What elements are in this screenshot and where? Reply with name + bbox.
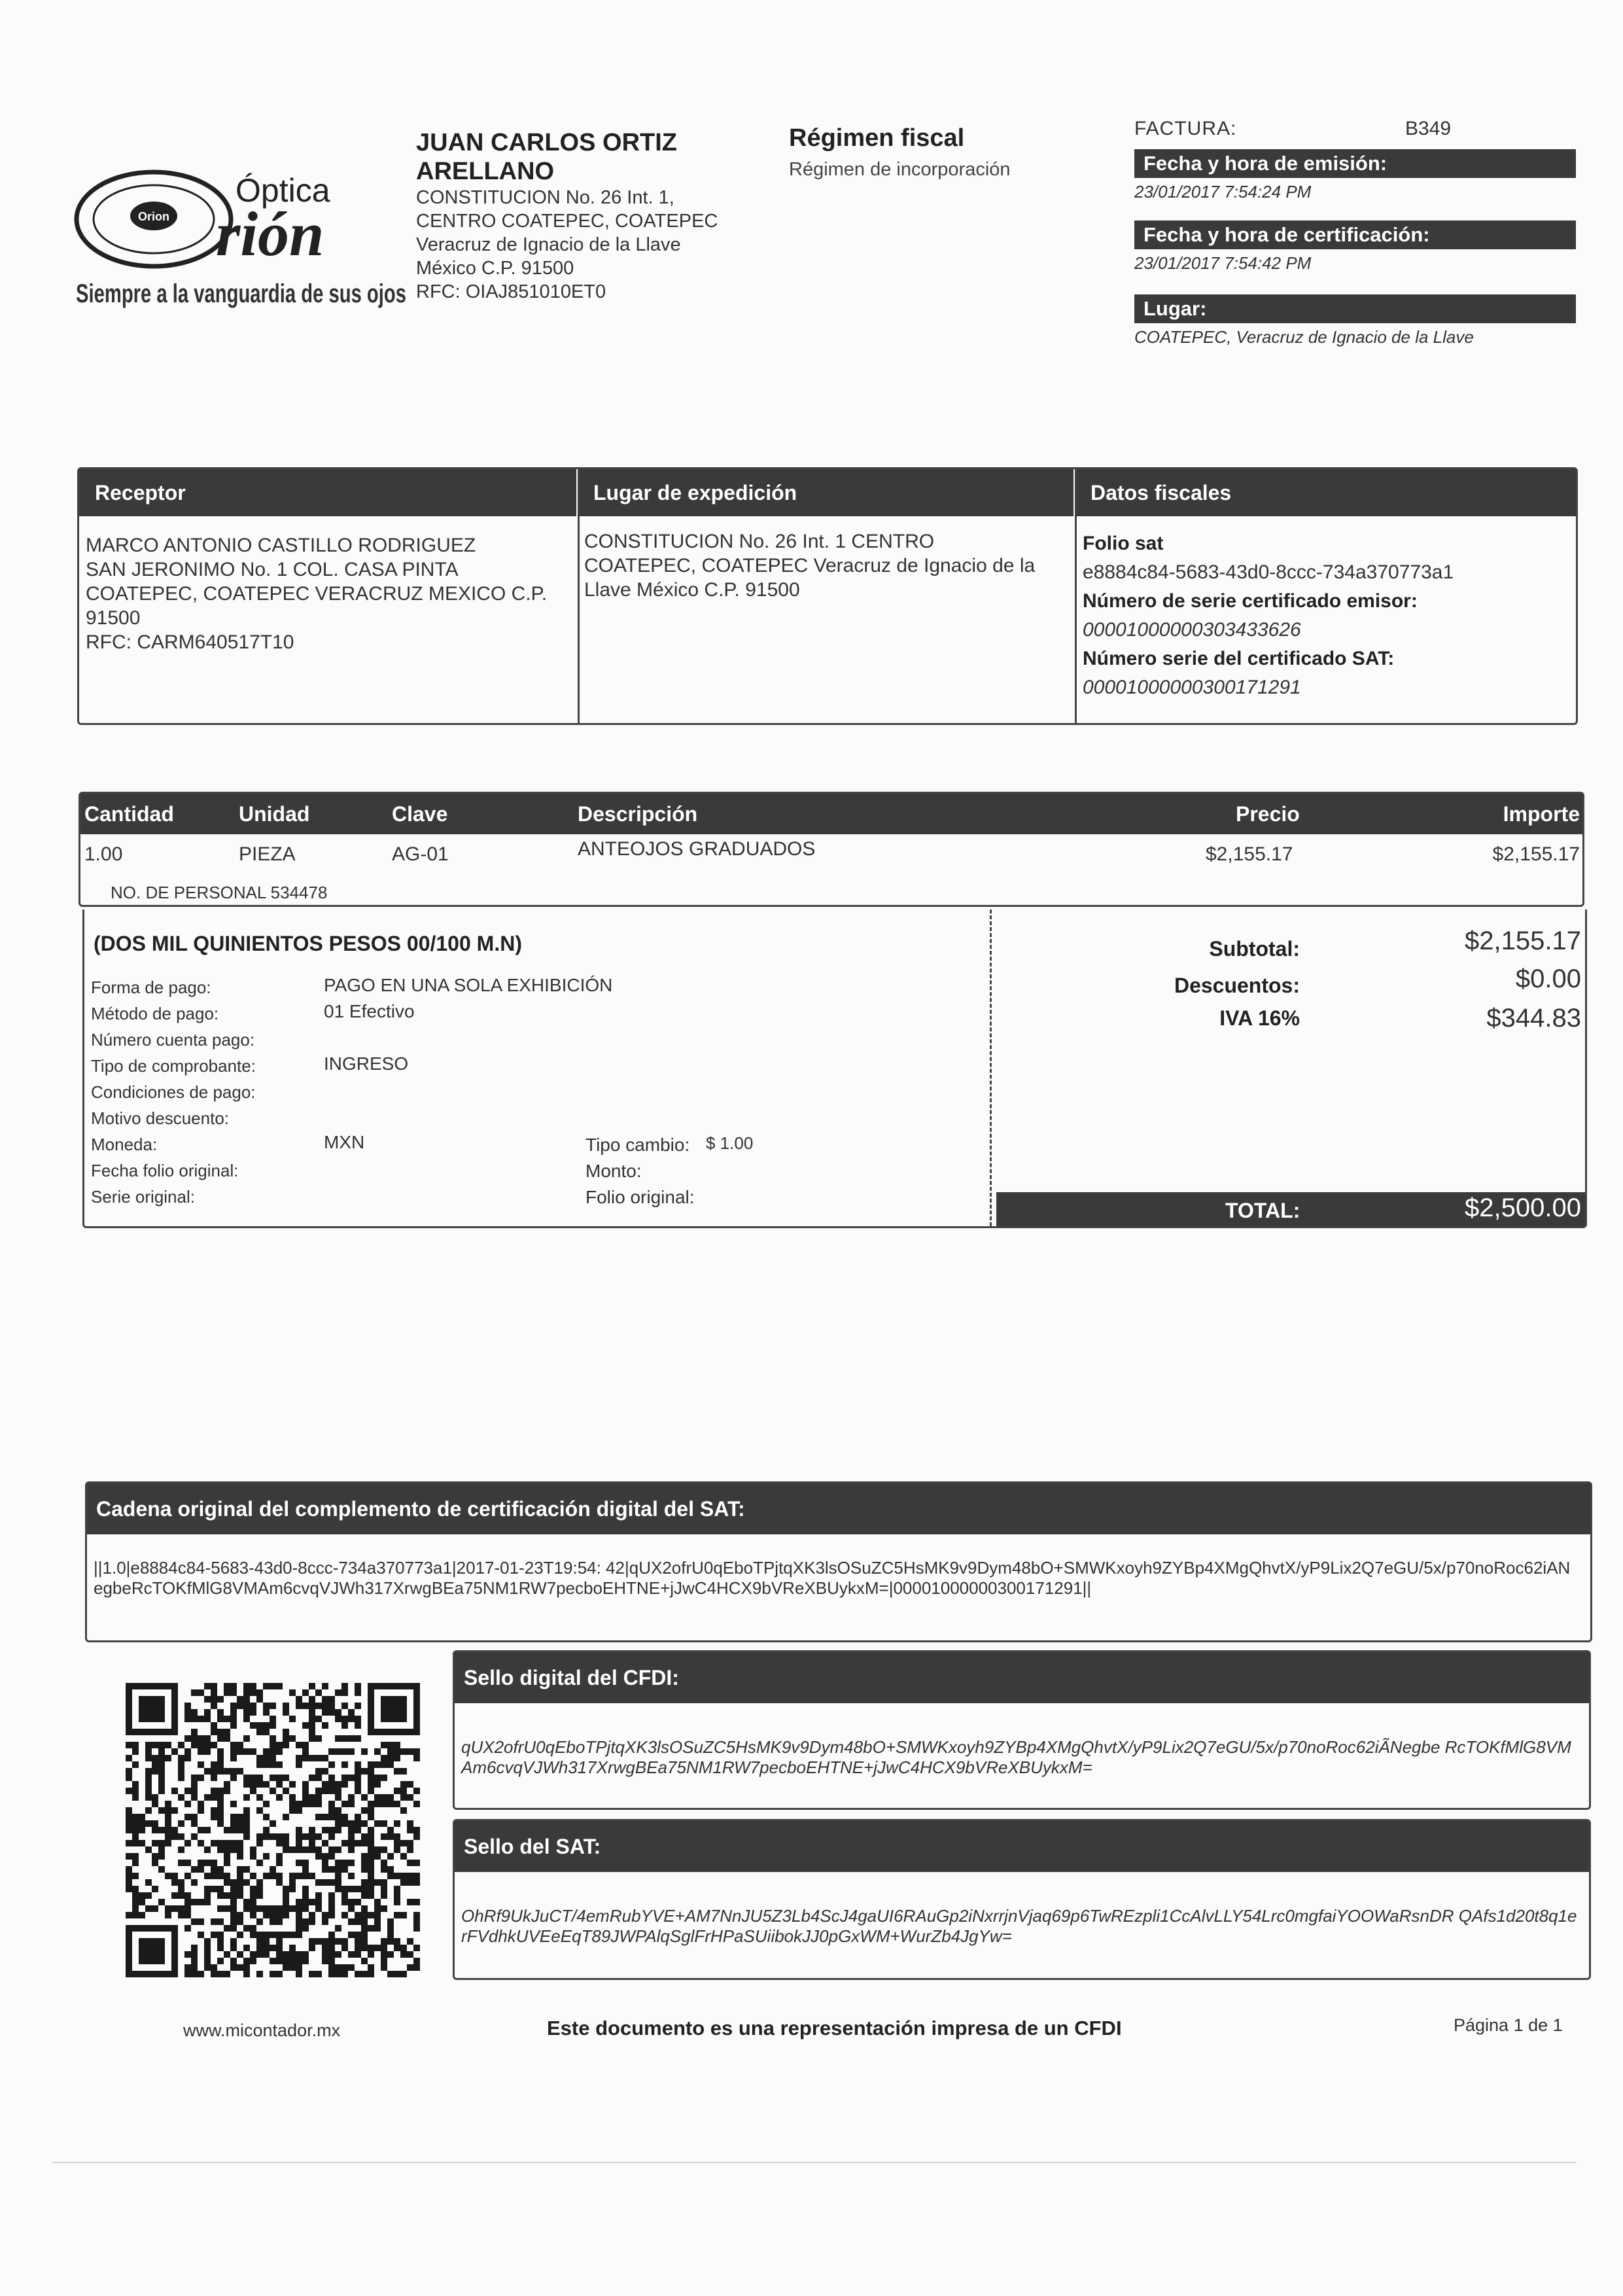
cert-sat-value: 00001000000300171291 (1083, 677, 1301, 698)
page-number: Página 1 de 1 (1454, 2015, 1563, 2035)
cuenta-pago-label: Número cuenta pago: (91, 1030, 255, 1050)
row-unidad: PIEZA (239, 843, 296, 865)
cadena-original-box (85, 1481, 1592, 1642)
forma-pago-value: PAGO EN UNA SOLA EXHIBICIÓN (324, 975, 613, 995)
issuer-name-2: ARELLANO (416, 158, 555, 185)
cert-emisor-label: Número de serie certificado emisor: (1083, 590, 1418, 612)
motivo-descuento-label: Motivo descuento: (91, 1108, 230, 1128)
receptor-address-2: COATEPEC, COATEPEC VERACRUZ MEXICO C.P. (86, 583, 548, 605)
tipo-cambio-value: $ 1.00 (706, 1133, 754, 1153)
logo-brand-small: Óptica (236, 172, 330, 209)
regimen-value: Régimen de incorporación (789, 159, 1011, 180)
factura-label: FACTURA: (1134, 118, 1237, 139)
cert-emisor-value: 00001000000303433626 (1083, 619, 1301, 641)
emision-value: 23/01/2017 7:54:24 PM (1134, 182, 1312, 202)
tipo-comprobante-label: Tipo de comprobante: (91, 1056, 256, 1076)
items-header-row (80, 794, 1582, 834)
col-descripcion: Descripción (578, 802, 698, 826)
descuentos-value: $0.00 (1515, 964, 1581, 993)
row-cantidad: 1.00 (84, 843, 123, 865)
row-importe: $2,155.17 (1492, 843, 1580, 865)
factura-number: B349 (1405, 118, 1452, 139)
metodo-pago-value: 01 Efectivo (324, 1001, 415, 1021)
folio-sat-value: e8884c84-5683-43d0-8ccc-734a370773a1 (1083, 561, 1454, 583)
expedicion-header: Lugar de expedición (578, 469, 1073, 516)
totals-section (82, 910, 1587, 1228)
emision-header: Fecha y hora de emisión: (1134, 149, 1576, 178)
sello-cfdi-box (453, 1650, 1591, 1810)
lugar-header: Lugar: (1134, 294, 1576, 323)
expedicion-line-3: Llave México C.P. 91500 (584, 579, 800, 601)
row-descripcion: ANTEOJOS GRADUADOS (578, 838, 816, 860)
forma-pago-label: Forma de pago: (91, 978, 211, 997)
fiscales-header: Datos fiscales (1075, 469, 1576, 516)
issuer-rfc: RFC: OIAJ851010ET0 (416, 281, 606, 302)
expedicion-info (584, 529, 1073, 602)
amount-in-words: (DOS MIL QUINIENTOS PESOS 00/100 M.N) (94, 932, 522, 955)
sello-cfdi-text: qUX2ofrU0qEboTPjtqXK3lsOSuZC5HsMK9v9Dym48bO+SMWKxoyh9ZYBp4XMgQhvtX/yP9Lix2Q7eGU/5x/p70noRoc62iÃNegbe RcTOKfMlG8VMAm6cvqVJWh317XrwgBEa75NM1RW7pecboEHTNE+jJwC4HCX9bVReXBUykxM= (461, 1737, 1571, 1777)
issuer-address-4: México C.P. 91500 (416, 258, 574, 279)
cadena-header: Cadena original del complemento de certificación digital del SAT: (87, 1483, 1590, 1534)
footer-rule (52, 2162, 1577, 2163)
receptor-name: MARCO ANTONIO CASTILLO RODRIGUEZ (86, 535, 476, 556)
regimen-fiscal (789, 124, 1083, 181)
optica-orion-logo (72, 150, 412, 321)
certificacion-header: Fecha y hora de certificación: (1134, 221, 1576, 249)
serie-original-label: Serie original: (91, 1187, 195, 1207)
sello-sat-box (453, 1819, 1591, 1980)
column-divider (1075, 469, 1077, 723)
expedicion-line-2: COATEPEC, COATEPEC Veracruz de Ignacio de la (584, 555, 1036, 576)
cert-sat-label: Número serie del certificado SAT: (1083, 648, 1395, 669)
subtotal-value: $2,155.17 (1465, 927, 1581, 955)
iva-value: $344.83 (1486, 1004, 1581, 1033)
total-bar (996, 1192, 1585, 1226)
sello-sat-text: OhRf9UkJuCT/4emRubYVE+AM7NnJU5Z3Lb4ScJ4gaUI6RAuGp2iNxrrjnVjaq69p6TwREzpli1CcAlvLLY54Lrc0mgfaiYOOWaRsnDR QAfs1d20t8q1erFVdhkUVEeEqT89JWPAlqSglFrHPaSUiibokJJ0pGxWM+WurZb4JgYw= (461, 1906, 1577, 1946)
items-table (79, 792, 1584, 907)
expedicion-line-1: CONSTITUCION No. 26 Int. 1 CENTRO (584, 531, 935, 552)
receptor-info (86, 533, 576, 654)
row-clave: AG-01 (392, 843, 449, 865)
fiscales-info (1083, 529, 1567, 702)
col-importe: Importe (1503, 802, 1580, 826)
personal-note: NO. DE PERSONAL 534478 (111, 883, 328, 902)
receptor-address-3: 91500 (86, 607, 141, 629)
certificacion-value: 23/01/2017 7:54:42 PM (1134, 253, 1312, 273)
col-cantidad: Cantidad (84, 802, 174, 826)
folio-sat-label: Folio sat (1083, 533, 1164, 554)
factura-block (1134, 118, 1576, 347)
receptor-rfc: RFC: CARM640517T10 (86, 631, 294, 653)
sello-cfdi-header: Sello digital del CFDI: (455, 1652, 1589, 1703)
fecha-folio-label: Fecha folio original: (91, 1161, 239, 1180)
column-divider (578, 469, 580, 723)
qr-code (126, 1683, 420, 1977)
moneda-label: Moneda: (91, 1135, 158, 1154)
monto-label: Monto: (585, 1161, 642, 1181)
total-value: $2,500.00 (1465, 1193, 1581, 1222)
logo-tagline: Siempre a la vanguardia de sus ojos (76, 279, 406, 308)
col-unidad: Unidad (239, 802, 310, 826)
logo-brand-large: rión (216, 199, 324, 269)
regimen-title: Régimen fiscal (789, 124, 965, 152)
footer-website: www.micontador.mx (183, 2021, 341, 2040)
issuer-name: JUAN CARLOS ORTIZ (416, 129, 677, 156)
condiciones-pago-label: Condiciones de pago: (91, 1082, 256, 1102)
col-clave: Clave (392, 802, 448, 826)
receptor-address-1: SAN JERONIMO No. 1 COL. CASA PINTA (86, 559, 459, 580)
subtotal-label: Subtotal: (1209, 937, 1300, 961)
party-info-box (77, 467, 1578, 725)
footer-cfdi-note: Este documento es una representación impresa de un CFDI (547, 2017, 1122, 2040)
total-label: TOTAL: (1225, 1199, 1300, 1222)
moneda-value: MXN (324, 1132, 365, 1152)
sello-sat-header: Sello del SAT: (455, 1821, 1589, 1872)
issuer-address-2: CENTRO COATEPEC, COATEPEC (416, 211, 718, 232)
row-precio: $2,155.17 (1206, 843, 1293, 865)
qr-code-graphic (126, 1683, 420, 1977)
iva-label: IVA 16% (1219, 1006, 1300, 1030)
descuentos-label: Descuentos: (1174, 974, 1300, 997)
dashed-divider (990, 910, 992, 1226)
metodo-pago-label: Método de pago: (91, 1004, 219, 1023)
issuer-address-3: Veracruz de Ignacio de la Llave (416, 234, 681, 255)
issuer-address-1: CONSTITUCION No. 26 Int. 1, (416, 187, 674, 208)
col-precio: Precio (1236, 802, 1300, 826)
folio-original-label: Folio original: (585, 1187, 695, 1207)
svg-text:Orion: Orion (138, 210, 169, 223)
lugar-value: COATEPEC, Veracruz de Ignacio de la Llave (1134, 327, 1474, 347)
tipo-comprobante-value: INGRESO (324, 1053, 409, 1074)
cadena-text: ||1.0|e8884c84-5683-43d0-8ccc-734a370773a1|2017-01-23T19:54: 42|qUX2ofrU0qEboTPjtqXK3lsOSuZC5HsMK9v9Dym48bO+SMWKxoyh9ZYBp4XMgQhvtX/yP9Lix2Q7eGU/5x/p70noRoc62iANegbeRcTOKfMlG8VMAm6cvqVJWh317XrwgBEa75NM1RW7pecboEHTNE+jJwC4HCX9bVReXBUykxM=|00001000000300171291|| (94, 1558, 1571, 1598)
tipo-cambio-label: Tipo cambio: (585, 1135, 690, 1155)
receptor-header: Receptor (79, 469, 576, 516)
issuer-block (416, 128, 782, 304)
logo-graphic (72, 150, 412, 321)
